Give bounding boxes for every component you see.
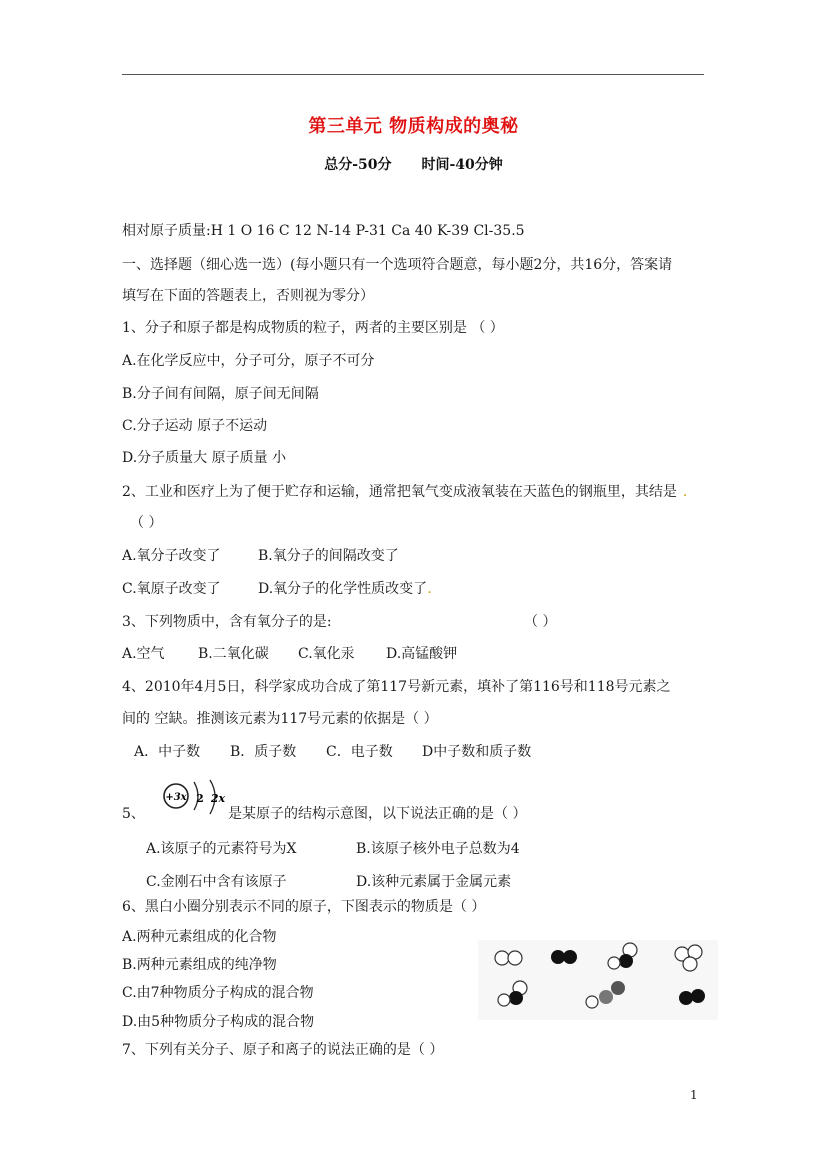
header-rule (122, 74, 704, 75)
q7-stem: 7、下列有关分子、原子和离子的说法正确的是（ ） (122, 1042, 444, 1058)
q6-option-a: A.两种元素组成的化合物 (122, 929, 277, 945)
q5-option-d: D.该种元素属于金属元素 (356, 874, 512, 890)
shell1-electrons: 2 (196, 792, 204, 805)
q1-option-a: A.在化学反应中，分子可分，原子不可分 (122, 353, 375, 369)
q2-options-row2 (122, 578, 432, 598)
q1-option-d: D.分子质量大 原子质量 小 (122, 450, 287, 466)
q3-option-c: C.氧化汞 (298, 646, 355, 662)
q2-option-d: D.氧分子的化学性质改变了 (258, 581, 428, 597)
shell2-electrons: 2x (210, 792, 226, 805)
q4-stem-line2: 间的 空缺。推测该元素为117号元素的依据是（ ） (122, 711, 438, 727)
section-heading-line1: 一、选择题（细心选一选）(每小题只有一个选项符合题意，每小题2分，共16分，答案请 (122, 257, 673, 273)
q4-option-c: C．电子数 (326, 744, 393, 760)
total-score: 总分-50分 (324, 157, 392, 173)
q5-number: 5、 (122, 806, 145, 822)
q3-answer-blank: （ ） (524, 614, 557, 630)
atom-structure-diagram (158, 776, 238, 824)
nucleus-charge: +3x (165, 792, 187, 803)
q2-options-row1 (122, 545, 399, 565)
q3-options (122, 643, 457, 663)
q5-stem: 是某原子的结构示意图，以下说法正确的是（ ） (228, 806, 527, 822)
q6-option-b: B.两种元素组成的纯净物 (122, 957, 277, 973)
q6-option-c: C.由7种物质分子构成的混合物 (122, 985, 314, 1001)
q1-option-b: B.分子间有间隔，原子间无间隔 (122, 386, 319, 402)
page-title: 第三单元 物质构成的奥秘 (308, 116, 519, 137)
q4-stem-line1: 4、2010年4月5日，科学家成功合成了第117号新元素，填补了第116号和118号元素之 (122, 679, 671, 695)
q2-answer-blank: （ ） (130, 515, 163, 531)
q2-stem (122, 481, 687, 501)
q3-option-d: D.高锰酸钾 (386, 646, 458, 662)
q2-stem-dot: . (682, 484, 688, 500)
q5-option-c: C.金刚石中含有该原子 (146, 874, 287, 890)
q3-stem: 3、下列物质中，含有氧分子的是: (122, 614, 332, 630)
molecule-diagram (478, 940, 718, 1020)
q5-option-b: B.该原子核外电子总数为4 (356, 841, 520, 857)
exam-info (0, 154, 827, 174)
atomic-masses: 相对原子质量:H 1 O 16 C 12 N-14 P-31 Ca 40 K-39 Cl-35.5 (122, 223, 525, 239)
q5-options-row1 (146, 838, 520, 858)
q4-option-b: B．质子数 (230, 744, 297, 760)
q2-option-b: B.氧分子的间隔改变了 (258, 548, 399, 564)
q6-stem: 6、黑白小圈分别表示不同的原子，下图表示的物质是（ ） (122, 899, 486, 915)
time-limit: 时间-40分钟 (421, 157, 503, 173)
q3-option-a: A.空气 (122, 646, 165, 662)
page-number: 1 (690, 1088, 698, 1102)
q3-option-b: B.二氧化碳 (198, 646, 269, 662)
q1-stem: 1、分子和原子都是构成物质的粒子，两者的主要区别是 （ ） (122, 320, 504, 336)
q4-option-a: A．中子数 (134, 744, 201, 760)
q5-option-a: A.该原子的元素符号为X (146, 841, 297, 857)
q1-option-c: C.分子运动 原子不运动 (122, 418, 268, 434)
section-heading-line2: 填写在下面的答题表上，否则视为零分） (122, 288, 374, 304)
q2-stem-text: 2、工业和医疗上为了便于贮存和运输，通常把氧气变成液氧装在天蓝色的钢瓶里，其结是 (122, 484, 677, 500)
q5-options-row2 (146, 871, 511, 891)
q4-options (134, 741, 531, 761)
q4-option-d: D中子数和质子数 (422, 744, 532, 760)
q2-option-d-dot: . (427, 581, 432, 597)
q2-option-a: A.氧分子改变了 (122, 548, 221, 564)
q6-option-d: D.由5种物质分子构成的混合物 (122, 1014, 315, 1030)
q2-option-c: C.氧原子改变了 (122, 581, 221, 597)
